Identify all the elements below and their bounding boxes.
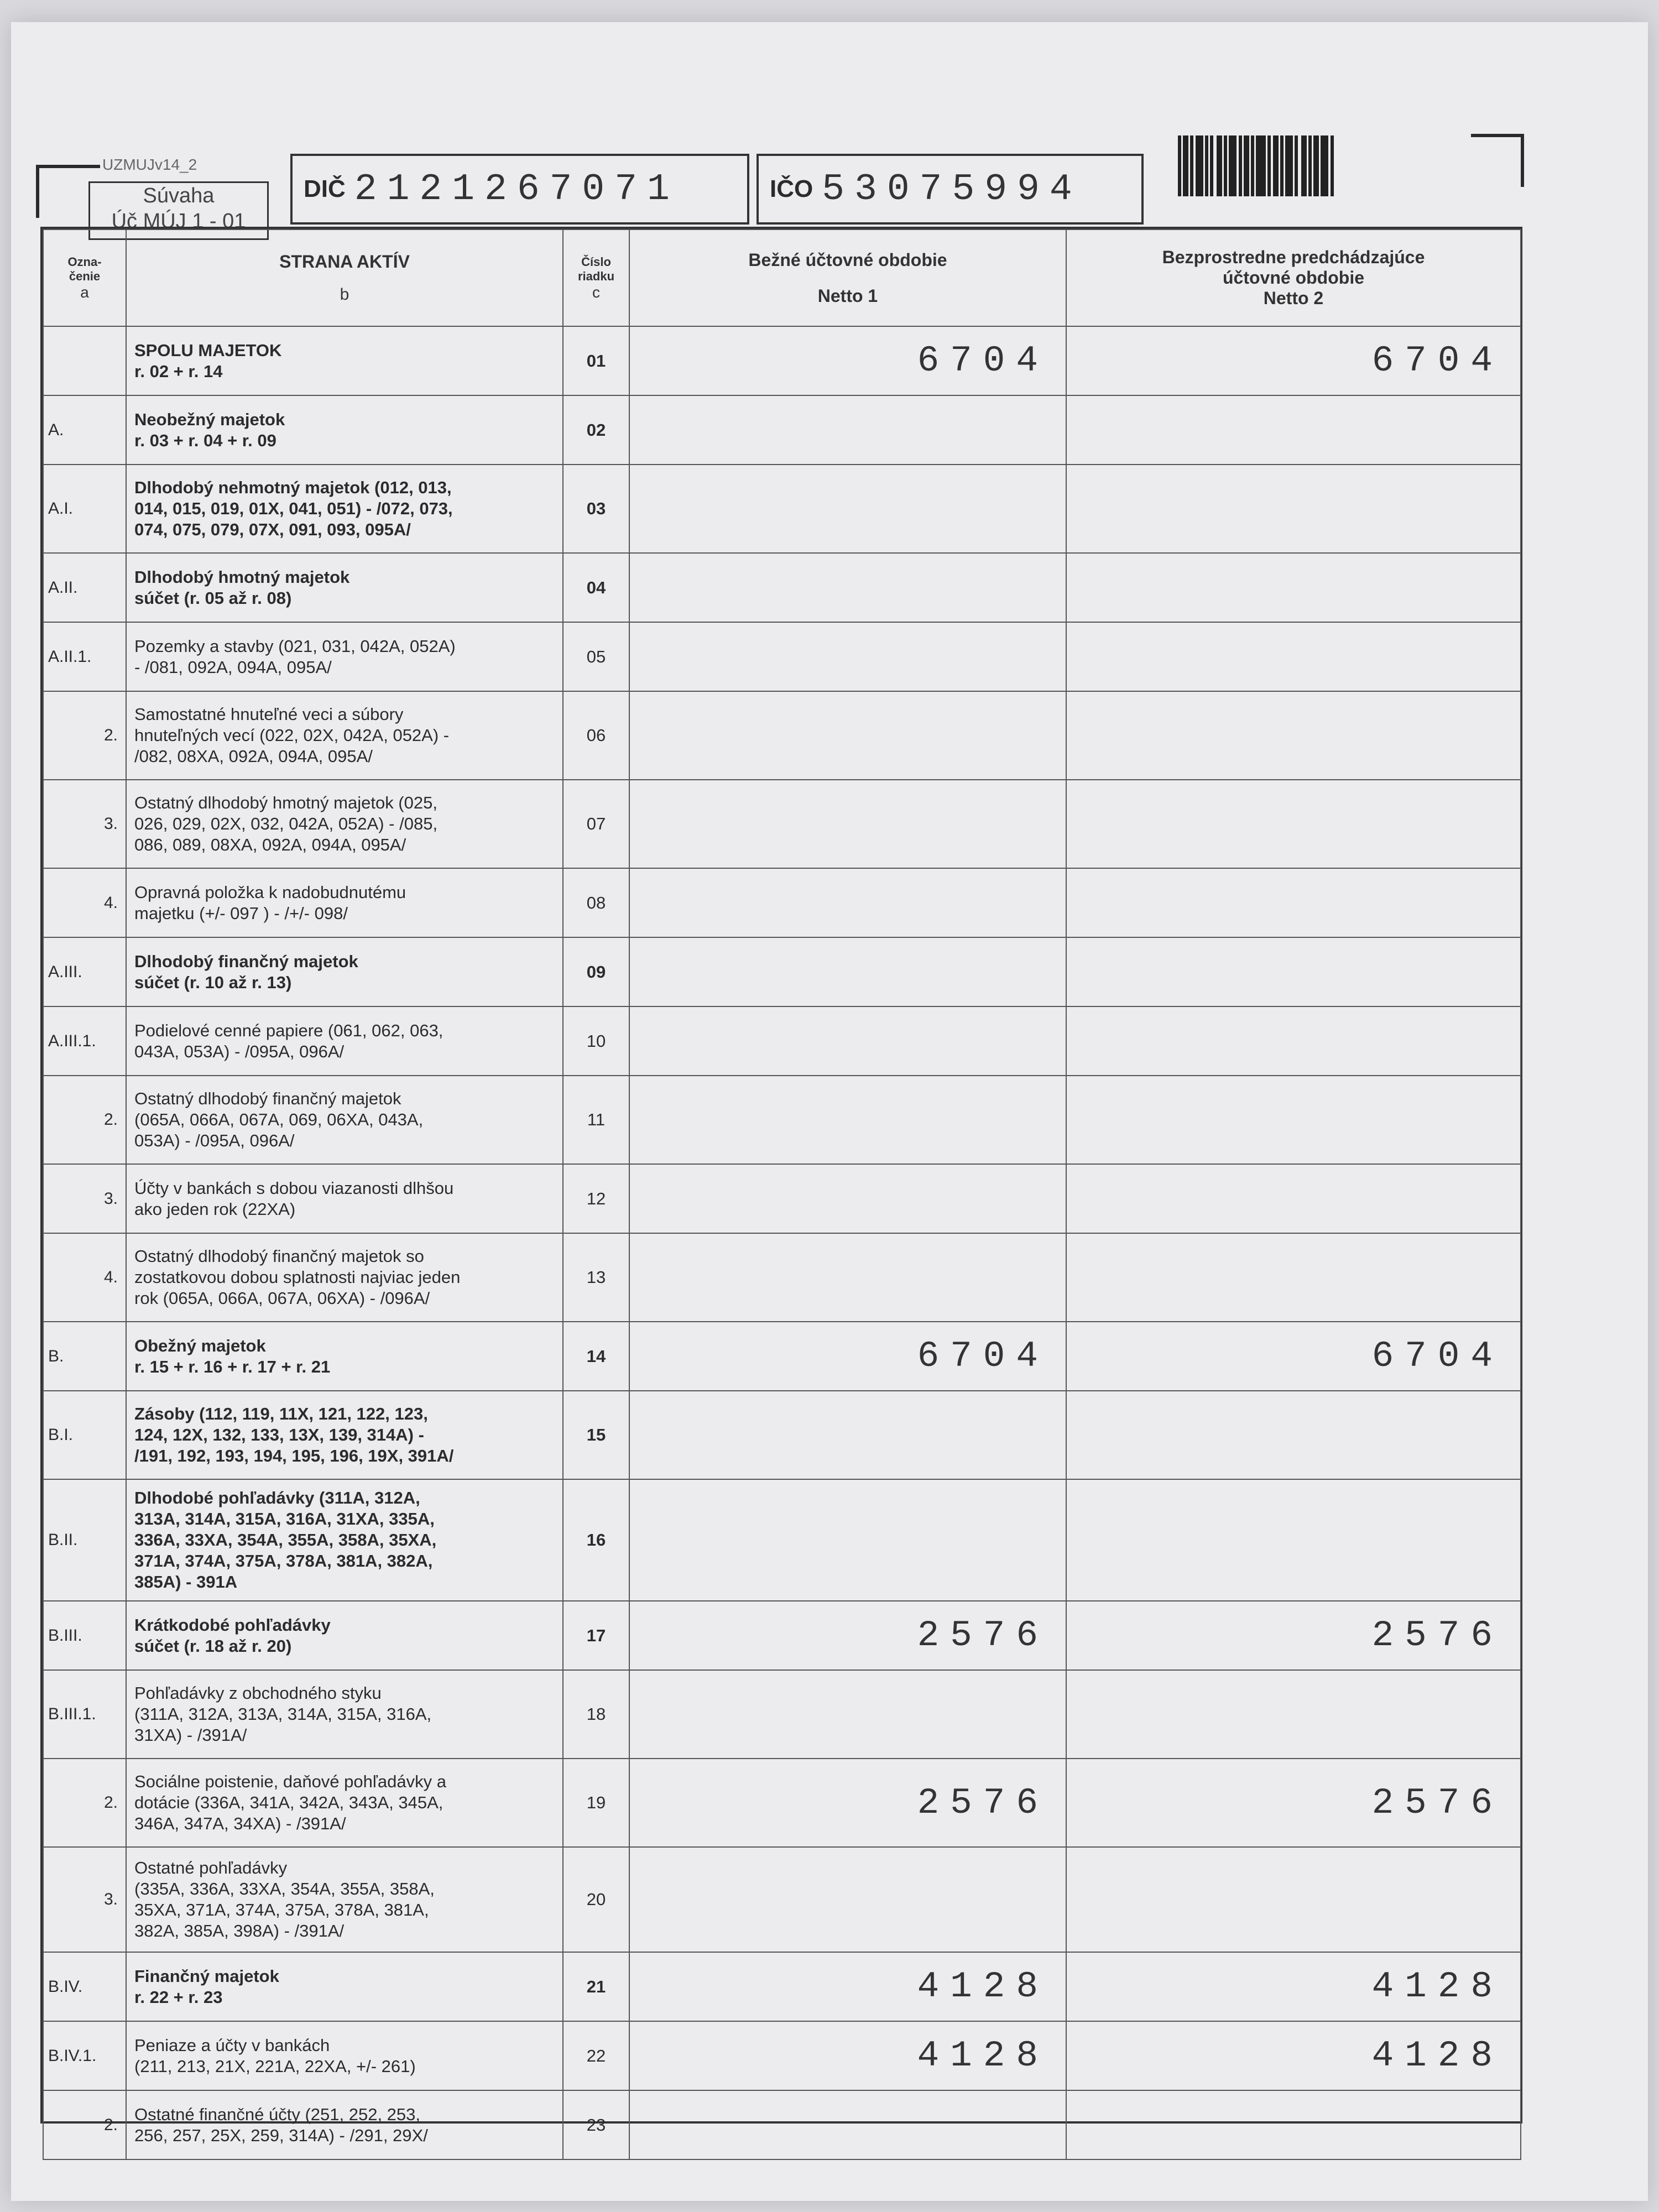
table-row (43, 465, 1521, 553)
row-number: 03 (563, 465, 629, 553)
row-designation: 3. (43, 1847, 126, 1952)
document-form-number: Úč MÚJ 1 - 01 (111, 210, 246, 233)
barcode-bar (1301, 135, 1307, 196)
previous-period-value[interactable] (1066, 1391, 1521, 1479)
row-description: Finančný majetok r. 22 + r. 23 (126, 1952, 563, 2021)
table-row (43, 1322, 1521, 1391)
col2-title-line1: Bezprostredne predchádzajúce (1162, 247, 1425, 267)
col-header-a (43, 229, 126, 326)
current-period-value[interactable] (629, 622, 1066, 691)
row-designation: A.II. (43, 553, 126, 622)
row-description: Pozemky a stavby (021, 031, 042A, 052A) - /081, 092A, 094A, 095A/ (126, 622, 563, 691)
row-description: Dlhodobé pohľadávky (311A, 312A, 313A, 314A, 315A, 316A, 31XA, 335A, 336A, 33XA, 354A, 355A, 358A, 35XA, 371A, 374A, 375A, 378A, 381A, 382A, 385A) - 391A (126, 1479, 563, 1601)
row-description: SPOLU MAJETOK r. 02 + r. 14 (126, 326, 563, 395)
row-designation: B.IV.1. (43, 2021, 126, 2090)
previous-period-value[interactable]: 2576 (1066, 1759, 1521, 1847)
table-row (43, 1479, 1521, 1601)
table-row (43, 1670, 1521, 1759)
row-designation: B. (43, 1322, 126, 1391)
current-period-value[interactable] (629, 868, 1066, 937)
current-period-value[interactable] (629, 395, 1066, 465)
row-description: Dlhodobý nehmotný majetok (012, 013, 014, 015, 019, 01X, 041, 051) - /072, 073, 074, 075, 079, 07X, 091, 093, 095A/ (126, 465, 563, 553)
row-designation (43, 326, 126, 395)
col-c-line2: riadku (577, 269, 615, 283)
current-period-value[interactable] (629, 1391, 1066, 1479)
row-designation: 2. (43, 1759, 126, 1847)
current-period-value[interactable] (629, 1076, 1066, 1164)
row-number: 02 (563, 395, 629, 465)
row-number: 11 (563, 1076, 629, 1164)
table-row (43, 553, 1521, 622)
row-description: Sociálne poistenie, daňové pohľadávky a dotácie (336A, 341A, 342A, 343A, 345A, 346A, 347A, 34XA) - /391A/ (126, 1759, 563, 1847)
row-number: 08 (563, 868, 629, 937)
previous-period-value[interactable] (1066, 1479, 1521, 1601)
current-period-value[interactable]: 4128 (629, 1952, 1066, 2021)
row-designation: B.III. (43, 1601, 126, 1670)
row-designation: A.II.1. (43, 622, 126, 691)
row-number: 18 (563, 1670, 629, 1759)
previous-period-value[interactable]: 4128 (1066, 1952, 1521, 2021)
table-row (43, 622, 1521, 691)
table-row (43, 1391, 1521, 1479)
row-description: Obežný majetok r. 15 + r. 16 + r. 17 + r. 21 (126, 1322, 563, 1391)
current-period-value[interactable] (629, 1479, 1066, 1601)
col1-title: Bežné účtovné obdobie (748, 249, 947, 270)
row-number: 22 (563, 2021, 629, 2090)
current-period-value[interactable] (629, 1164, 1066, 1233)
dic-label: DIČ (304, 175, 346, 202)
row-number: 14 (563, 1322, 629, 1391)
row-number: 21 (563, 1952, 629, 2021)
row-designation: A.III. (43, 937, 126, 1006)
row-description: Peniaze a účty v bankách (211, 213, 21X, 221A, 22XA, +/- 261) (126, 2021, 563, 2090)
document-title: Súvaha (143, 184, 215, 207)
previous-period-value[interactable] (1066, 1006, 1521, 1076)
col-c-letter: c (592, 283, 600, 301)
previous-period-value[interactable] (1066, 937, 1521, 1006)
current-period-value[interactable] (629, 1847, 1066, 1952)
row-description: Neobežný majetok r. 03 + r. 04 + r. 09 (126, 395, 563, 465)
col-header-previous-period (1066, 229, 1521, 326)
previous-period-value[interactable]: 4128 (1066, 2021, 1521, 2090)
corner-mark-right (1471, 134, 1524, 187)
barcode-bar (1229, 135, 1237, 196)
barcode-bar (1321, 135, 1328, 196)
row-designation: A.III.1. (43, 1006, 126, 1076)
dic-box (290, 154, 749, 225)
row-number: 01 (563, 326, 629, 395)
current-period-value[interactable] (629, 691, 1066, 780)
col-header-c (563, 229, 629, 326)
current-period-value[interactable]: 2576 (629, 1601, 1066, 1670)
current-period-value[interactable] (629, 1670, 1066, 1759)
previous-period-value[interactable] (1066, 1076, 1521, 1164)
barcode-bar (1183, 135, 1188, 196)
ico-value: 53075994 (822, 168, 1082, 211)
table-row (43, 937, 1521, 1006)
current-period-value[interactable]: 6704 (629, 326, 1066, 395)
row-designation: 2. (43, 1076, 126, 1164)
row-description: Ostatné finančné účty (251, 252, 253, 256, 257, 25X, 259, 314A) - /291, 29X/ (126, 2090, 563, 2159)
table-row (43, 1233, 1521, 1322)
row-designation: 4. (43, 868, 126, 937)
row-number: 13 (563, 1233, 629, 1322)
row-designation: B.I. (43, 1391, 126, 1479)
row-number: 05 (563, 622, 629, 691)
row-description: Dlhodobý finančný majetok súčet (r. 10 až r. 13) (126, 937, 563, 1006)
current-period-value[interactable] (629, 553, 1066, 622)
col-a-letter: a (80, 283, 89, 301)
barcode-bar (1256, 135, 1266, 196)
row-number: 23 (563, 2090, 629, 2159)
previous-period-value[interactable] (1066, 691, 1521, 780)
ico-label: IČO (770, 175, 813, 202)
table-row (43, 780, 1521, 868)
current-period-value[interactable] (629, 780, 1066, 868)
col-c-line1: Číslo (581, 254, 611, 269)
table-row (43, 395, 1521, 465)
row-description: Podielové cenné papiere (061, 062, 063, 043A, 053A) - /095A, 096A/ (126, 1006, 563, 1076)
form-code: UZMUJv14_2 (102, 156, 197, 173)
table-row (43, 1847, 1521, 1952)
barcode-bar (1244, 135, 1249, 196)
col-b-letter: b (340, 285, 349, 304)
row-description: Ostatný dlhodobý finančný majetok (065A, 066A, 067A, 069, 06XA, 043A, 053A) - /095A, 096A/ (126, 1076, 563, 1164)
row-number: 19 (563, 1759, 629, 1847)
col-header-b (126, 229, 563, 326)
previous-period-value[interactable]: 6704 (1066, 326, 1521, 395)
row-designation: 3. (43, 1164, 126, 1233)
row-description: Ostatný dlhodobý hmotný majetok (025, 026, 029, 02X, 032, 042A, 052A) - /085, 086, 089, 08XA, 092A, 094A, 095A/ (126, 780, 563, 868)
barcode-gap (1334, 135, 1335, 196)
row-description: Krátkodobé pohľadávky súčet (r. 18 až r. 20) (126, 1601, 563, 1670)
row-number: 10 (563, 1006, 629, 1076)
previous-period-value[interactable] (1066, 395, 1521, 465)
row-designation: 2. (43, 691, 126, 780)
row-number: 06 (563, 691, 629, 780)
table-row (43, 1006, 1521, 1076)
previous-period-value[interactable] (1066, 2090, 1521, 2159)
row-description: Účty v bankách s dobou viazanosti dlhšou ako jeden rok (22XA) (126, 1164, 563, 1233)
previous-period-value[interactable]: 6704 (1066, 1322, 1521, 1391)
table-row (43, 1164, 1521, 1233)
dic-value: 2121267071 (354, 168, 680, 211)
previous-period-value[interactable] (1066, 465, 1521, 553)
current-period-value[interactable] (629, 937, 1066, 1006)
col-a-line1: Ozna- (67, 254, 102, 269)
previous-period-value[interactable] (1066, 622, 1521, 691)
row-designation: A.I. (43, 465, 126, 553)
table-row (43, 2021, 1521, 2090)
row-number: 16 (563, 1479, 629, 1601)
previous-period-value[interactable] (1066, 1164, 1521, 1233)
row-number: 07 (563, 780, 629, 868)
col2-netto: Netto 2 (1263, 288, 1324, 308)
balance-sheet-table (40, 227, 1522, 2145)
row-designation: A. (43, 395, 126, 465)
current-period-value[interactable] (629, 1006, 1066, 1076)
previous-period-value[interactable] (1066, 780, 1521, 868)
table-row (43, 2090, 1521, 2159)
current-period-value[interactable]: 6704 (629, 1322, 1066, 1391)
row-description: Samostatné hnuteľné veci a súbory hnuteľných vecí (022, 02X, 042A, 052A) - /082, 08XA, 092A, 094A, 095A/ (126, 691, 563, 780)
current-period-value[interactable]: 2576 (629, 1759, 1066, 1847)
previous-period-value[interactable] (1066, 553, 1521, 622)
col-header-current-period (629, 229, 1066, 326)
table-row (43, 326, 1521, 395)
col2-title-line2: účtovné obdobie (1223, 268, 1364, 288)
previous-period-value[interactable] (1066, 1670, 1521, 1759)
row-designation: B.II. (43, 1479, 126, 1601)
current-period-value[interactable]: 4128 (629, 2021, 1066, 2090)
barcode-bar (1313, 135, 1319, 196)
current-period-value[interactable] (629, 2090, 1066, 2159)
row-number: 09 (563, 937, 629, 1006)
table-row (43, 1601, 1521, 1670)
current-period-value[interactable] (629, 1233, 1066, 1322)
col1-netto: Netto 1 (817, 285, 878, 306)
row-designation: B.III.1. (43, 1670, 126, 1759)
row-number: 17 (563, 1601, 629, 1670)
col-b-title: STRANA AKTÍV (279, 252, 410, 272)
row-description: Ostatné pohľadávky (335A, 336A, 33XA, 354A, 355A, 358A, 35XA, 371A, 374A, 375A, 378A, 381A, 382A, 385A, 398A) - /391A/ (126, 1847, 563, 1952)
row-description: Opravná položka k nadobudnutému majetku (+/- 097 ) - /+/- 098/ (126, 868, 563, 937)
row-number: 20 (563, 1847, 629, 1952)
row-designation: B.IV. (43, 1952, 126, 2021)
col-a-line2: čenie (69, 269, 101, 283)
current-period-value[interactable] (629, 465, 1066, 553)
barcode-bar (1285, 135, 1293, 196)
barcode-bar (1273, 135, 1279, 196)
row-designation: 3. (43, 780, 126, 868)
row-number: 12 (563, 1164, 629, 1233)
ico-box (757, 154, 1144, 225)
previous-period-value[interactable] (1066, 1233, 1521, 1322)
table-row (43, 1076, 1521, 1164)
row-designation: 4. (43, 1233, 126, 1322)
previous-period-value[interactable] (1066, 868, 1521, 937)
barcode-graphic (1178, 135, 1427, 196)
row-designation: 2. (43, 2090, 126, 2159)
table-row (43, 1759, 1521, 1847)
barcode-bar (1217, 135, 1222, 196)
row-description: Zásoby (112, 119, 11X, 121, 122, 123, 124, 12X, 132, 133, 13X, 139, 314A) - /191, 192, 193, 194, 195, 196, 19X, 391A/ (126, 1391, 563, 1479)
row-number: 04 (563, 553, 629, 622)
barcode-bar (1196, 135, 1203, 196)
table-row (43, 868, 1521, 937)
row-description: Dlhodobý hmotný majetok súčet (r. 05 až r. 08) (126, 553, 563, 622)
row-number: 15 (563, 1391, 629, 1479)
table-row (43, 691, 1521, 780)
row-description: Pohľadávky z obchodného styku (311A, 312A, 313A, 314A, 315A, 316A, 31XA) - /391A/ (126, 1670, 563, 1759)
previous-period-value[interactable] (1066, 1847, 1521, 1952)
previous-period-value[interactable]: 2576 (1066, 1601, 1521, 1670)
row-description: Ostatný dlhodobý finančný majetok so zostatkovou dobou splatnosti najviac jeden rok (065A, 066A, 067A, 06XA) - /096A/ (126, 1233, 563, 1322)
table-row (43, 1952, 1521, 2021)
